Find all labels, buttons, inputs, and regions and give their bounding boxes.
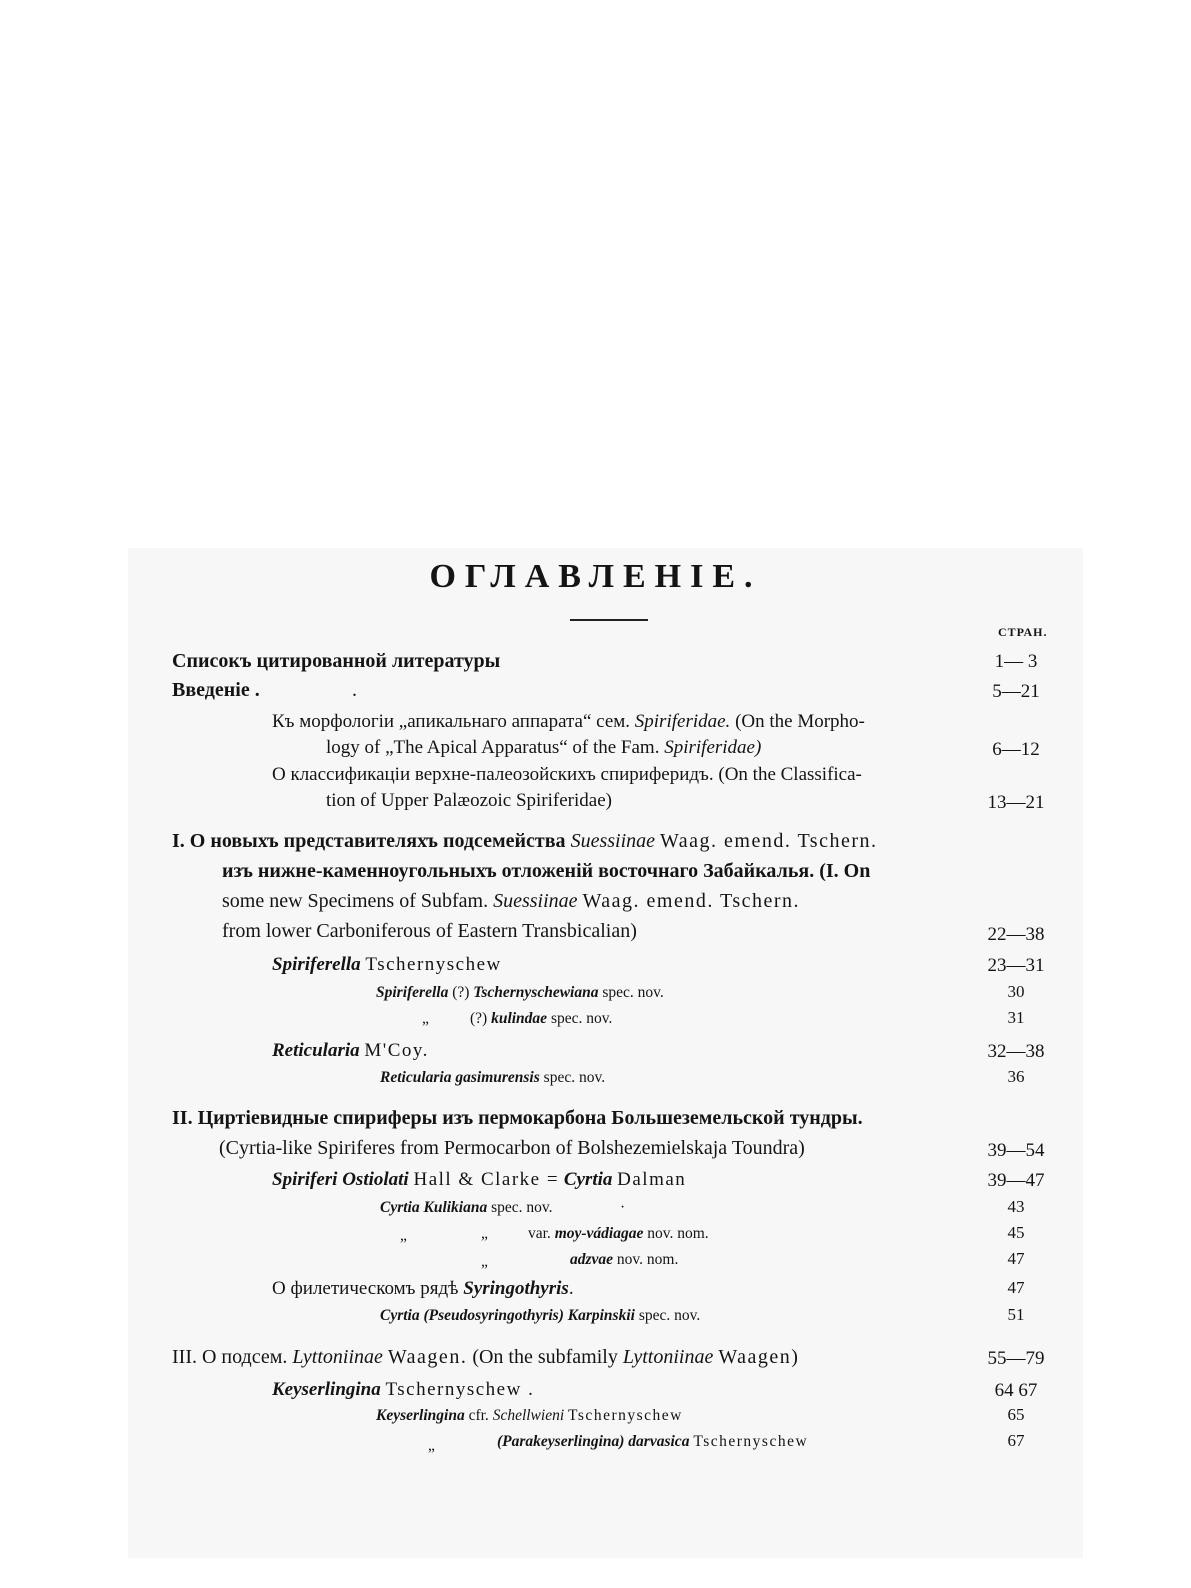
toc-entry-text: (Cyrtia-like Spiriferes from Permocarbon of Bolshezemielskaja Toundra) (219, 1137, 805, 1159)
toc-entry-intro[interactable] (172, 680, 260, 700)
toc-page-number: 67 (1007, 1431, 1025, 1450)
toc-entry-kulindae-body (470, 1011, 612, 1027)
toc-entry-text: nov. nom. (616, 1251, 679, 1268)
toc-entry-literature[interactable] (172, 651, 500, 671)
toc-page-number: 64 67 (994, 1380, 1038, 1401)
taxon-name: Spiriferidae. (634, 711, 731, 732)
author-name: Tschernyschew (568, 1407, 683, 1424)
toc-page-number: 39—47 (987, 1170, 1045, 1191)
toc-entry-adzvae[interactable] (481, 1254, 488, 1270)
taxon-name: Reticularia (272, 1040, 360, 1061)
ditto-mark: „ (422, 1010, 429, 1027)
toc-entry-text: (On the subfamily (472, 1346, 618, 1368)
toc-page-number: 32—38 (987, 1041, 1045, 1062)
toc-page-number: 39—54 (987, 1140, 1045, 1161)
toc-entry-kulindae[interactable] (422, 1011, 429, 1027)
toc-entry-reticularia[interactable] (272, 1041, 429, 1060)
taxon-name: adzvae (570, 1251, 614, 1268)
taxon-name: (Parakeyserlingina) darvasica (497, 1433, 690, 1450)
taxon-name: Spiriferidae) (664, 737, 762, 758)
author-name: M'Coy. (364, 1040, 429, 1061)
ditto-mark: „ (400, 1227, 407, 1244)
toc-entry-darvasica-body (497, 1434, 808, 1450)
toc-entry-keyserlingina[interactable] (272, 1380, 534, 1399)
toc-entry-text: spec. nov. (602, 984, 664, 1001)
toc-entry-text: изъ нижне-каменноугольныхъ отложеній восточнаго Забайкалья. (I. On (222, 860, 871, 882)
toc-section-1-cont (222, 861, 870, 881)
taxon-name: (Pseudosyringothyris) (423, 1307, 564, 1324)
toc-entry-text: О классификаціи верхне-палеозойскихъ спириферидъ. (On the Classifica- (272, 764, 862, 785)
taxon-name: Spiriferella (376, 984, 449, 1001)
toc-entry-moy-vadiagae[interactable] (400, 1228, 407, 1244)
author-name: Waag. emend. Tschern. (582, 890, 801, 912)
toc-entry-moy-vadiagae-body (528, 1226, 709, 1242)
taxon-name: Schellwieni (492, 1407, 565, 1424)
toc-entry-morphology-cont (326, 738, 761, 757)
author-name: Dalman (617, 1169, 687, 1190)
ditto-mark: „ (481, 1225, 488, 1242)
toc-entry-adzvae-body (570, 1252, 678, 1268)
ditto-mark: „ (428, 1437, 435, 1454)
taxon-name: Suessiinae (570, 830, 655, 852)
toc-section-2[interactable] (172, 1108, 863, 1128)
leader-dot: . (352, 679, 357, 701)
author-name: Tschernyschew (365, 954, 502, 975)
page-title: ОГЛАВЛЕНІЕ. (429, 558, 762, 595)
toc-entry-text: Введеніе . (172, 679, 260, 701)
toc-entry-ostiolati[interactable] (272, 1170, 686, 1189)
page-column-label: СТРАН. (998, 625, 1048, 639)
author-name: Tschernyschew (693, 1433, 809, 1450)
taxon-name: Suessiinae (493, 890, 578, 912)
toc-page-number: 6—12 (992, 739, 1040, 760)
toc-page-number: 51 (1007, 1305, 1025, 1324)
taxon-name: kulindae (491, 1010, 548, 1027)
taxon-name: Cyrtia (380, 1307, 420, 1324)
toc-page-number: 1— 3 (994, 651, 1038, 672)
toc-entry-spiriferella[interactable] (272, 955, 502, 974)
leader-dot: · (620, 1199, 626, 1216)
toc-page-number: 47 (1007, 1278, 1025, 1297)
toc-page-number: 45 (1007, 1223, 1025, 1242)
toc-entry-text: spec. nov. (491, 1199, 553, 1216)
taxon-name: Cyrtia (563, 1169, 613, 1190)
author-name: Tschernyschew . (385, 1379, 535, 1400)
toc-entry-morphology[interactable] (272, 712, 865, 731)
toc-entry-tschernyschewiana[interactable] (376, 985, 664, 1001)
taxon-name: Spiriferi Ostiolati (272, 1169, 409, 1190)
toc-page-number: 65 (1007, 1405, 1025, 1424)
toc-entry-text: II. Циртіевидные спириферы изъ пермокарбона Большеземельской тундры. (172, 1107, 863, 1129)
toc-entry-classification[interactable] (272, 765, 862, 784)
toc-entry-text: tion of Upper Palæozoic Spiriferidae) (326, 790, 612, 811)
toc-page-number: 5—21 (992, 681, 1040, 702)
toc-entry-text: spec. nov. (550, 1010, 613, 1027)
toc-section-1-cont (222, 921, 637, 941)
taxon-name: Tschernyschewiana (473, 984, 599, 1001)
toc-page-number: 31 (1007, 1008, 1025, 1027)
toc-page-number: 13—21 (987, 792, 1045, 813)
toc-entry-text: spec. nov. (638, 1307, 701, 1324)
toc-entry-text: from lower Carboniferous of Eastern Transbicalian) (222, 920, 637, 942)
toc-entry-text: (?) (452, 984, 470, 1001)
toc-entry-text: I. О новыхъ представителяхъ подсемейства (172, 830, 566, 852)
toc-entry-text: some new Specimens of Subfam. (222, 890, 489, 912)
toc-entry-classification-cont (326, 791, 612, 810)
toc-page-number: 36 (1007, 1067, 1025, 1086)
title-rule (570, 619, 648, 621)
toc-entry-text: . (568, 1278, 574, 1299)
taxon-name: Lyttoniinae (622, 1346, 714, 1368)
toc-entry-text: Списокъ цитированной литературы (172, 650, 501, 672)
toc-section-1[interactable] (172, 831, 878, 851)
taxon-name: moy-vádiagae (554, 1225, 644, 1242)
toc-entry-text: cfr. (468, 1407, 489, 1424)
taxon-name: Karpinskii (567, 1307, 635, 1324)
author-name: Hall & Clarke = (413, 1169, 560, 1190)
toc-entry-text: nov. nom. (647, 1225, 709, 1242)
toc-section-1-cont (222, 891, 800, 911)
taxon-name: Cyrtia Kulikiana (380, 1199, 488, 1216)
taxon-name: Keyserlingina (376, 1407, 465, 1424)
toc-page-number: 55—79 (987, 1348, 1045, 1369)
toc-entry-gasimurensis[interactable] (380, 1070, 605, 1086)
ditto-mark: „ (481, 1253, 488, 1270)
toc-page-number: 47 (1007, 1249, 1025, 1268)
toc-entry-text: logy of „The Apical Apparatus“ of the Fam. (326, 737, 660, 758)
toc-entry-kulikiana[interactable] (380, 1200, 553, 1216)
toc-entry-darvasica[interactable] (428, 1438, 435, 1454)
toc-entry-text: spec. nov. (543, 1069, 606, 1086)
taxon-name: Reticularia gasimurensis (380, 1069, 540, 1086)
toc-entry-karpinskii[interactable] (380, 1308, 700, 1324)
toc-entry-phyletic-series[interactable] (272, 1279, 574, 1298)
taxon-name: Keyserlingina (272, 1379, 381, 1400)
toc-entry-text: III. О подсем. (172, 1346, 288, 1368)
toc-entry-text: (On the Morpho- (735, 711, 865, 732)
toc-entry-text: (?) (470, 1010, 488, 1027)
toc-section-3[interactable] (172, 1347, 799, 1367)
taxon-name: Syringothyris (463, 1278, 569, 1299)
toc-entry-text: Къ морфологіи „апикальнаго аппарата“ сем. (272, 711, 631, 732)
toc-page-number: 23—31 (987, 955, 1045, 976)
taxon-name: Spiriferella (272, 954, 361, 975)
toc-entry-schellwieni[interactable] (376, 1408, 683, 1424)
toc-entry-text: О филетическомъ рядѣ (272, 1278, 459, 1299)
toc-entry-text: var. (528, 1225, 551, 1242)
toc-section-2-cont (219, 1138, 805, 1158)
taxon-name: Lyttoniinae (292, 1346, 383, 1368)
author-name: Waagen) (718, 1346, 800, 1368)
toc-page-number: 43 (1007, 1197, 1025, 1216)
toc-page-number: 22—38 (987, 924, 1045, 945)
author-name: Waag. emend. Tschern. (660, 830, 878, 852)
toc-page-number: 30 (1007, 982, 1025, 1001)
author-name: Waagen. (387, 1346, 468, 1368)
